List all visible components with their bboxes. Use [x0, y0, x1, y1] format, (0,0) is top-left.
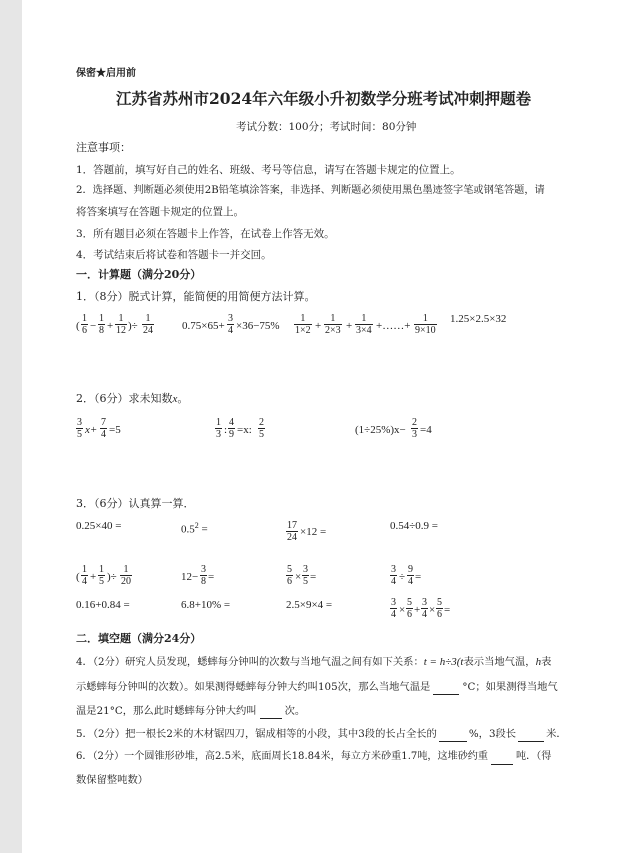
section-1-heading: 一．计算题（满分20分） [76, 268, 202, 281]
note-2-line-1: 2．选择题、判断题必须使用2B铅笔填涂答案，非选择、判断题必须使用黑色墨迹签字笔或钢笔答题，请 [76, 185, 545, 196]
text: 示蟋蟀每分钟叫的次数）。如果测得蟋蟀每分钟大约叫105次，那么当地气温是 [76, 681, 431, 693]
fraction: $\frac{1}{4}$ [82, 564, 87, 587]
stem-text: 。 [177, 392, 189, 405]
fraction: $\frac{1}{8}$ [99, 313, 104, 336]
operator: × [429, 604, 436, 616]
text: 米． [546, 728, 567, 740]
fraction: $\frac{3}{8}$ [201, 564, 206, 587]
q4-line-1 [76, 655, 551, 669]
q3-r1-c1: 0.25×40 = [76, 520, 122, 532]
equals: = [444, 604, 451, 616]
stem-text: 2．（6分）求未知数 [76, 392, 173, 405]
operator: + [90, 571, 97, 583]
fraction: $\frac{5}{6}$ [287, 564, 292, 587]
confidential-label: 保密★启用前 [76, 68, 136, 79]
operator: + [315, 320, 322, 332]
note-1: 1．答题前，填写好自己的姓名、班级、考号等信息，请写在答题卡规定的位置上。 [76, 164, 461, 176]
fraction: $\frac{1}{5}$ [99, 564, 104, 587]
fraction: $\frac{1}{3}$ [216, 417, 221, 440]
fraction: $\frac{2}{3}$ [412, 417, 417, 440]
base: 0.5 [181, 523, 195, 536]
equals: = [198, 523, 208, 536]
fraction: $\frac{7}{4}$ [101, 417, 106, 440]
fraction: $\frac{17}{24}$ [287, 520, 297, 543]
fraction: $\frac{5}{6}$ [437, 597, 442, 620]
operator: + [107, 320, 114, 332]
equals: = [310, 571, 317, 583]
q3-r1-c4: 0.54÷0.9 = [390, 520, 438, 532]
fraction: $\frac{1}{3\times 4}$ [356, 313, 372, 336]
expr-text: 12− [181, 571, 199, 583]
exam-page [22, 0, 627, 853]
q3-r3-c2: 6.8+10% = [181, 599, 231, 611]
operator: ÷ [399, 571, 406, 583]
paren: ( [76, 571, 80, 583]
fraction: $\frac{1}{20}$ [121, 564, 131, 587]
operator: )÷ [107, 571, 117, 583]
formula: t = h÷3(t [423, 656, 464, 668]
equals: = [208, 571, 215, 583]
page-title: 江苏省苏州市2024年六年级小升初数学分班考试冲刺押题卷 [116, 89, 532, 108]
operator: : [224, 424, 228, 436]
text: 次。 [284, 705, 306, 717]
q1-stem: 1．（8分）脱式计算，能简便的用简便方法计算。 [76, 290, 316, 303]
q3-r3-c3: 2.5×9×4 = [286, 599, 333, 611]
section-2-heading: 二．填空题（满分24分） [76, 632, 202, 645]
fraction: $\frac{1}{1\times 2}$ [295, 313, 311, 336]
exponent: 2 [194, 521, 199, 530]
text: 温是21°C，那么此时蟋蟀每分钟大约叫 [76, 705, 257, 717]
answer-blank[interactable] [433, 680, 459, 695]
answer-blank[interactable] [491, 750, 513, 765]
operator: + [414, 604, 421, 616]
fraction: $\frac{9}{4}$ [408, 564, 413, 587]
text: %，3段长 [468, 728, 517, 740]
paren: ( [76, 320, 80, 332]
text: 表示当地气温， [463, 656, 536, 668]
text: 6．（2分）一个圆锥形砂堆，高2.5米，底面周长18.84米，每立方米砂重1.7吨，这堆砂约重 [76, 751, 488, 762]
q6-line-2: 数保留整吨数） [76, 774, 149, 786]
expr-text: 0.75×65+ [182, 320, 225, 332]
equals: = [415, 571, 422, 583]
fraction: $\frac{3}{4}$ [391, 564, 396, 587]
expr-text: ×36−75% [236, 320, 280, 332]
fraction: $\frac{1}{12}$ [116, 313, 126, 336]
operator: × [295, 571, 302, 583]
note-3: 3．所有题目必须在答题卡上作答，在试卷上作答无效。 [76, 228, 335, 240]
q3-stem: 3．（6分）认真算一算． [76, 497, 195, 510]
fraction: $\frac{1}{9\times 10}$ [415, 313, 436, 336]
operator: +……+ [376, 320, 411, 332]
unit: °C [462, 681, 476, 693]
fraction: $\frac{4}{9}$ [229, 417, 234, 440]
expr-text: ×12 = [300, 526, 327, 538]
q4-line-2 [76, 680, 558, 695]
text: ；如果测得当地气 [475, 681, 558, 693]
fraction: $\frac{3}{4}$ [422, 597, 427, 620]
exam-info: 考试分数：100分；考试时间：80分钟 [236, 121, 417, 133]
fraction: $\frac{5}{6}$ [407, 597, 412, 620]
text: 5．（2分）把一根长2米的木材锯四刀，锯成相等的小段，其中3段的长占全长的 [76, 728, 437, 740]
variable: x [172, 393, 178, 405]
expr-text: =4 [420, 424, 432, 436]
notes-heading: 注意事项： [76, 141, 131, 154]
fraction: $\frac{3}{4}$ [228, 313, 233, 336]
q5-line-1 [76, 727, 567, 742]
fraction: $\frac{2}{5}$ [259, 417, 264, 440]
variable: h [535, 656, 542, 668]
operator: − [90, 320, 97, 332]
q3-r1-c2 [181, 519, 208, 537]
expr-text: (1÷25%)x− [355, 424, 406, 436]
q3-r3-c1: 0.16+0.84 = [76, 599, 130, 611]
answer-blank[interactable] [518, 727, 544, 742]
q2-stem [76, 392, 188, 406]
fraction: $\frac{1}{6}$ [82, 313, 87, 336]
fraction: $\frac{1}{24}$ [143, 313, 153, 336]
expr-text: =5 [109, 424, 121, 436]
note-2-line-2: 将答案填写在答题卡规定的位置上。 [76, 206, 244, 218]
text: 吨．（得 [515, 751, 552, 762]
q1-expression-4: 1.25×2.5×32 [450, 313, 507, 325]
expr-text: =x: [237, 424, 252, 436]
expr-text: x+ [85, 424, 98, 436]
fraction: $\frac{1}{2\times 3}$ [325, 313, 341, 336]
q4-line-3 [76, 704, 305, 719]
fraction: $\frac{3}{4}$ [391, 597, 396, 620]
fraction: $\frac{3}{5}$ [77, 417, 82, 440]
operator: )÷ [128, 320, 138, 332]
answer-blank[interactable] [260, 704, 282, 719]
fraction: $\frac{3}{5}$ [303, 564, 308, 587]
answer-blank[interactable] [439, 727, 467, 742]
q6-line-1 [76, 750, 551, 765]
operator: × [399, 604, 406, 616]
note-4: 4．考试结束后将试卷和答题卡一并交回。 [76, 249, 272, 261]
text: 4．（2分）研究人员发现，蟋蟀每分钟叫的次数与当地气温之间有如下关系： [76, 656, 424, 668]
text: 表 [541, 656, 552, 668]
operator: + [346, 320, 353, 332]
